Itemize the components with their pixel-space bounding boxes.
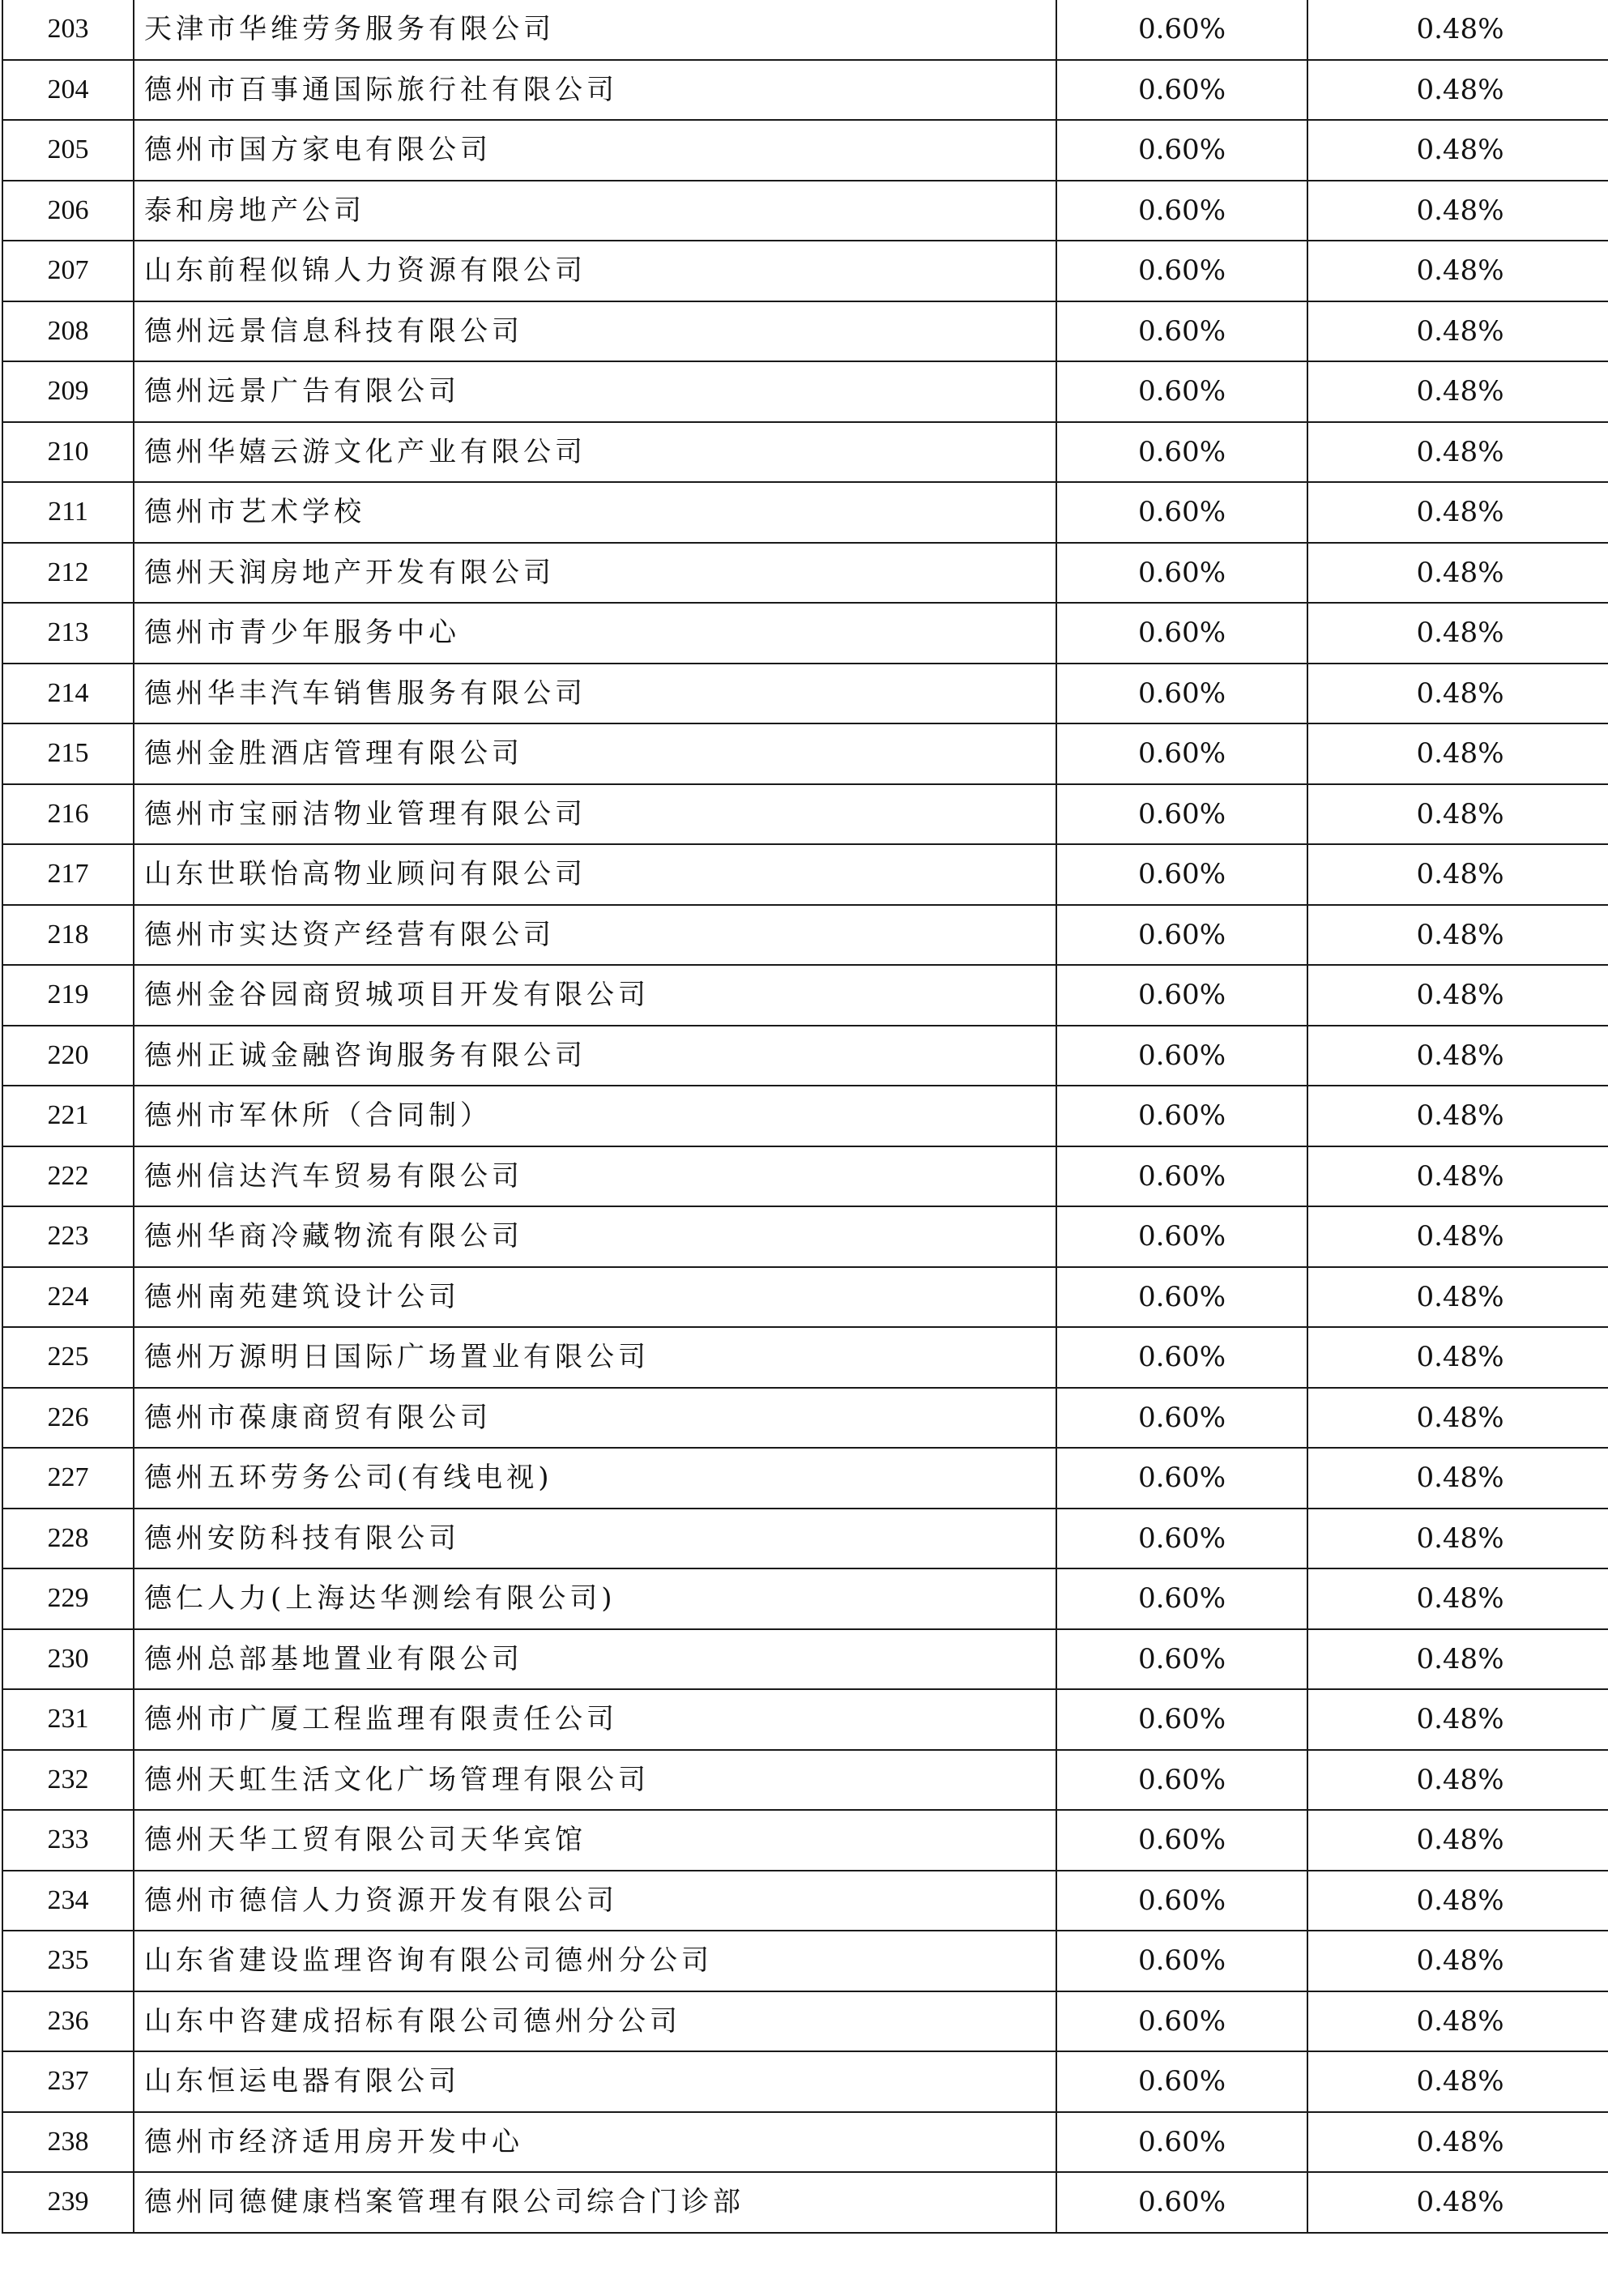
rate-b: 0.48%	[1307, 905, 1608, 966]
company-name: 山东恒运电器有限公司	[134, 2051, 1056, 2112]
rate-b: 0.48%	[1307, 543, 1608, 604]
rate-a: 0.60%	[1056, 482, 1307, 543]
company-name: 德州远景信息科技有限公司	[134, 301, 1056, 362]
rate-b: 0.48%	[1307, 1931, 1608, 1991]
rate-a: 0.60%	[1056, 603, 1307, 664]
rate-a: 0.60%	[1056, 1810, 1307, 1871]
rate-a: 0.60%	[1056, 120, 1307, 181]
table-row	[2, 1026, 1608, 1086]
rate-b: 0.48%	[1307, 1448, 1608, 1509]
company-name: 德州信达汽车贸易有限公司	[134, 1146, 1056, 1207]
company-name: 德州天润房地产开发有限公司	[134, 543, 1056, 604]
rate-b: 0.48%	[1307, 1629, 1608, 1690]
rate-b: 0.48%	[1307, 1991, 1608, 2052]
rate-b: 0.48%	[1307, 723, 1608, 784]
company-name: 山东省建设监理咨询有限公司德州分公司	[134, 1931, 1056, 1991]
rate-a: 0.60%	[1056, 361, 1307, 422]
row-number: 236	[2, 1991, 134, 2052]
row-number: 228	[2, 1509, 134, 1569]
rate-a: 0.60%	[1056, 784, 1307, 845]
rate-b: 0.48%	[1307, 1327, 1608, 1388]
rate-a: 0.60%	[1056, 1750, 1307, 1811]
table-row	[2, 1388, 1608, 1449]
table-row	[2, 664, 1608, 724]
company-name: 德州市广厦工程监理有限责任公司	[134, 1689, 1056, 1750]
company-name: 德州市宝丽洁物业管理有限公司	[134, 784, 1056, 845]
rate-a: 0.60%	[1056, 1991, 1307, 2052]
row-number: 208	[2, 301, 134, 362]
rate-a: 0.60%	[1056, 1509, 1307, 1569]
rate-b: 0.48%	[1307, 603, 1608, 664]
company-name: 德仁人力(上海达华测绘有限公司)	[134, 1568, 1056, 1629]
rate-b: 0.48%	[1307, 2172, 1608, 2233]
company-name: 德州市德信人力资源开发有限公司	[134, 1871, 1056, 1931]
company-name: 德州市军休所（合同制）	[134, 1086, 1056, 1146]
row-number: 231	[2, 1689, 134, 1750]
row-number: 212	[2, 543, 134, 604]
rate-b: 0.48%	[1307, 120, 1608, 181]
rate-b: 0.48%	[1307, 1810, 1608, 1871]
table-row	[2, 2112, 1608, 2173]
row-number: 218	[2, 905, 134, 966]
rate-a: 0.60%	[1056, 1629, 1307, 1690]
rate-b: 0.48%	[1307, 1509, 1608, 1569]
table-row	[2, 1146, 1608, 1207]
company-name: 德州市百事通国际旅行社有限公司	[134, 60, 1056, 121]
rate-b: 0.48%	[1307, 844, 1608, 905]
company-name: 德州市经济适用房开发中心	[134, 2112, 1056, 2173]
row-number: 207	[2, 241, 134, 301]
rate-a: 0.60%	[1056, 844, 1307, 905]
table-row	[2, 1327, 1608, 1388]
table-row	[2, 603, 1608, 664]
table-row	[2, 1931, 1608, 1991]
company-name: 德州华商冷藏物流有限公司	[134, 1206, 1056, 1267]
table-row	[2, 1267, 1608, 1328]
company-name: 德州市青少年服务中心	[134, 603, 1056, 664]
company-name: 德州金谷园商贸城项目开发有限公司	[134, 965, 1056, 1026]
table-row	[2, 181, 1608, 241]
row-number: 230	[2, 1629, 134, 1690]
table-row	[2, 965, 1608, 1026]
rate-a: 0.60%	[1056, 1871, 1307, 1931]
table-row	[2, 543, 1608, 604]
rate-a: 0.60%	[1056, 0, 1307, 60]
rate-b: 0.48%	[1307, 1871, 1608, 1931]
rate-a: 0.60%	[1056, 1267, 1307, 1328]
rate-b: 0.48%	[1307, 482, 1608, 543]
rate-a: 0.60%	[1056, 301, 1307, 362]
row-number: 209	[2, 361, 134, 422]
company-name: 德州市葆康商贸有限公司	[134, 1388, 1056, 1449]
rate-b: 0.48%	[1307, 181, 1608, 241]
rate-b: 0.48%	[1307, 1206, 1608, 1267]
table-row	[2, 1568, 1608, 1629]
row-number: 217	[2, 844, 134, 905]
table-row	[2, 1086, 1608, 1146]
row-number: 239	[2, 2172, 134, 2233]
rate-b: 0.48%	[1307, 2051, 1608, 2112]
company-name: 德州同德健康档案管理有限公司综合门诊部	[134, 2172, 1056, 2233]
table-row	[2, 1689, 1608, 1750]
table-row	[2, 241, 1608, 301]
row-number: 222	[2, 1146, 134, 1207]
table-row	[2, 0, 1608, 60]
row-number: 226	[2, 1388, 134, 1449]
rate-b: 0.48%	[1307, 1146, 1608, 1207]
company-name: 泰和房地产公司	[134, 181, 1056, 241]
company-name: 德州市实达资产经营有限公司	[134, 905, 1056, 966]
table-row	[2, 120, 1608, 181]
table-row	[2, 482, 1608, 543]
rate-b: 0.48%	[1307, 1568, 1608, 1629]
rate-a: 0.60%	[1056, 1388, 1307, 1449]
company-name: 德州安防科技有限公司	[134, 1509, 1056, 1569]
row-number: 215	[2, 723, 134, 784]
table-row	[2, 422, 1608, 483]
rate-b: 0.48%	[1307, 784, 1608, 845]
rate-a: 0.60%	[1056, 1206, 1307, 1267]
rate-a: 0.60%	[1056, 723, 1307, 784]
company-name: 德州远景广告有限公司	[134, 361, 1056, 422]
rate-a: 0.60%	[1056, 1327, 1307, 1388]
row-number: 227	[2, 1448, 134, 1509]
rate-a: 0.60%	[1056, 664, 1307, 724]
rate-b: 0.48%	[1307, 2112, 1608, 2173]
company-name: 天津市华维劳务服务有限公司	[134, 0, 1056, 60]
row-number: 232	[2, 1750, 134, 1811]
row-number: 206	[2, 181, 134, 241]
table-row	[2, 723, 1608, 784]
rate-b: 0.48%	[1307, 1689, 1608, 1750]
rate-a: 0.60%	[1056, 543, 1307, 604]
table-row	[2, 1750, 1608, 1811]
rate-a: 0.60%	[1056, 1689, 1307, 1750]
row-number: 219	[2, 965, 134, 1026]
row-number: 238	[2, 2112, 134, 2173]
rate-a: 0.60%	[1056, 2112, 1307, 2173]
company-name: 德州南苑建筑设计公司	[134, 1267, 1056, 1328]
company-name: 德州市国方家电有限公司	[134, 120, 1056, 181]
table-row	[2, 1871, 1608, 1931]
table-row	[2, 1991, 1608, 2052]
company-name: 德州金胜酒店管理有限公司	[134, 723, 1056, 784]
rate-a: 0.60%	[1056, 1931, 1307, 1991]
rate-a: 0.60%	[1056, 60, 1307, 121]
rate-a: 0.60%	[1056, 905, 1307, 966]
rate-b: 0.48%	[1307, 1750, 1608, 1811]
rate-b: 0.48%	[1307, 1267, 1608, 1328]
rate-b: 0.48%	[1307, 1388, 1608, 1449]
row-number: 223	[2, 1206, 134, 1267]
company-name: 德州正诚金融咨询服务有限公司	[134, 1026, 1056, 1086]
rate-a: 0.60%	[1056, 1086, 1307, 1146]
rate-a: 0.60%	[1056, 241, 1307, 301]
row-number: 220	[2, 1026, 134, 1086]
row-number: 205	[2, 120, 134, 181]
table-row	[2, 1509, 1608, 1569]
row-number: 203	[2, 0, 134, 60]
rate-a: 0.60%	[1056, 422, 1307, 483]
data-table	[2, 0, 1608, 2234]
row-number: 204	[2, 60, 134, 121]
rate-a: 0.60%	[1056, 1026, 1307, 1086]
table-row	[2, 1206, 1608, 1267]
row-number: 214	[2, 664, 134, 724]
company-name: 德州华嬉云游文化产业有限公司	[134, 422, 1056, 483]
row-number: 211	[2, 482, 134, 543]
row-number: 216	[2, 784, 134, 845]
company-name: 山东中咨建成招标有限公司德州分公司	[134, 1991, 1056, 2052]
table-row	[2, 2051, 1608, 2112]
rate-a: 0.60%	[1056, 1568, 1307, 1629]
row-number: 224	[2, 1267, 134, 1328]
rate-b: 0.48%	[1307, 0, 1608, 60]
row-number: 237	[2, 2051, 134, 2112]
table-body	[2, 0, 1608, 2233]
row-number: 235	[2, 1931, 134, 1991]
table-row	[2, 844, 1608, 905]
table-row	[2, 2172, 1608, 2233]
table-row	[2, 301, 1608, 362]
rate-a: 0.60%	[1056, 2172, 1307, 2233]
row-number: 213	[2, 603, 134, 664]
rate-a: 0.60%	[1056, 965, 1307, 1026]
table-row	[2, 905, 1608, 966]
rate-b: 0.48%	[1307, 1026, 1608, 1086]
table-row	[2, 784, 1608, 845]
company-name: 山东前程似锦人力资源有限公司	[134, 241, 1056, 301]
row-number: 210	[2, 422, 134, 483]
rate-a: 0.60%	[1056, 181, 1307, 241]
row-number: 221	[2, 1086, 134, 1146]
rate-a: 0.60%	[1056, 1448, 1307, 1509]
rate-b: 0.48%	[1307, 422, 1608, 483]
table-row	[2, 1629, 1608, 1690]
rate-b: 0.48%	[1307, 301, 1608, 362]
company-name: 德州五环劳务公司(有线电视)	[134, 1448, 1056, 1509]
rate-a: 0.60%	[1056, 1146, 1307, 1207]
company-name: 德州天华工贸有限公司天华宾馆	[134, 1810, 1056, 1871]
table-row	[2, 1448, 1608, 1509]
row-number: 233	[2, 1810, 134, 1871]
company-name: 德州万源明日国际广场置业有限公司	[134, 1327, 1056, 1388]
rate-b: 0.48%	[1307, 1086, 1608, 1146]
rate-a: 0.60%	[1056, 2051, 1307, 2112]
row-number: 234	[2, 1871, 134, 1931]
table-row	[2, 1810, 1608, 1871]
rate-b: 0.48%	[1307, 664, 1608, 724]
company-name: 德州市艺术学校	[134, 482, 1056, 543]
table-row	[2, 60, 1608, 121]
row-number: 229	[2, 1568, 134, 1629]
company-name: 德州天虹生活文化广场管理有限公司	[134, 1750, 1056, 1811]
row-number: 225	[2, 1327, 134, 1388]
rate-b: 0.48%	[1307, 60, 1608, 121]
rate-b: 0.48%	[1307, 361, 1608, 422]
company-name: 山东世联怡高物业顾问有限公司	[134, 844, 1056, 905]
rate-b: 0.48%	[1307, 241, 1608, 301]
company-name: 德州总部基地置业有限公司	[134, 1629, 1056, 1690]
table-row	[2, 361, 1608, 422]
rate-b: 0.48%	[1307, 965, 1608, 1026]
company-name: 德州华丰汽车销售服务有限公司	[134, 664, 1056, 724]
